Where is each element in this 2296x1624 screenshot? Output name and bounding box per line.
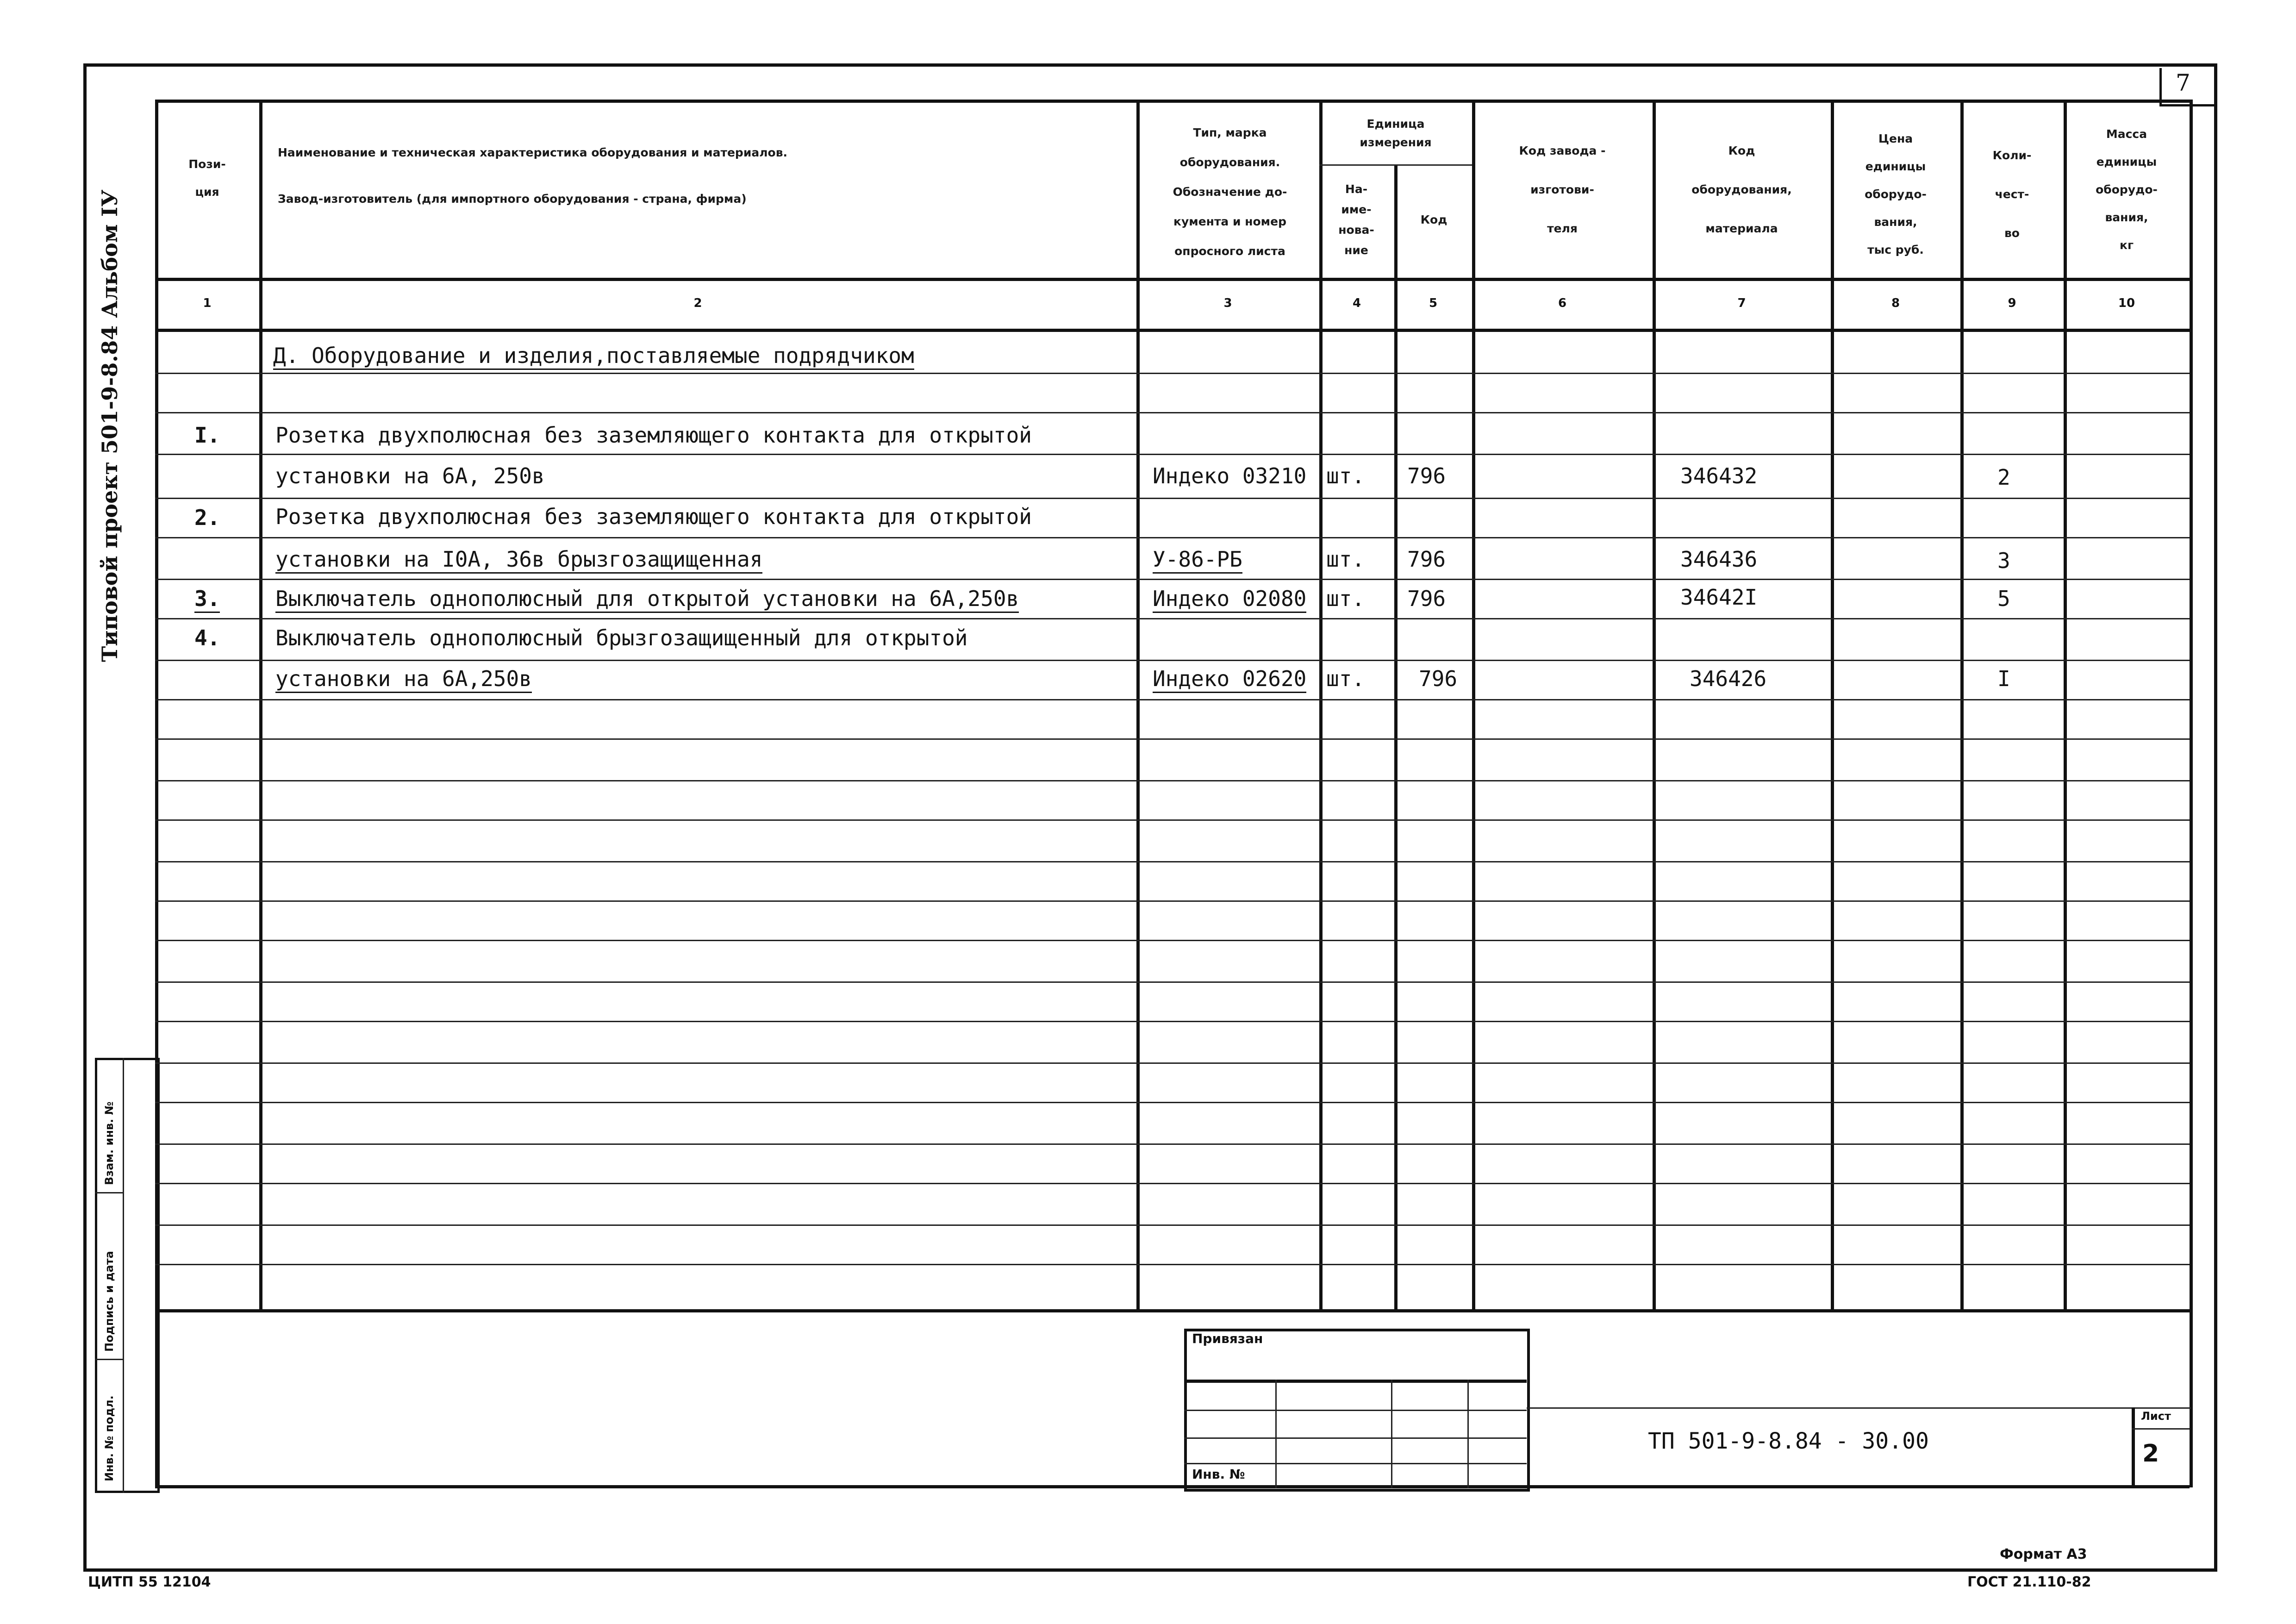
colnum-2: 2 [693, 296, 702, 310]
header-bottom [155, 278, 2192, 281]
row3-unit: шт. [1326, 586, 1365, 611]
corner-sheet-number: 7 [2176, 69, 2190, 96]
row4-unit-code: 796 [1419, 666, 1458, 691]
table-right [2190, 100, 2193, 1312]
row2-position: 2. [194, 505, 220, 530]
colnum-7: 7 [1737, 296, 1746, 310]
section-title: Д. Оборудование и изделия,поставляемые подрядчиком [273, 343, 914, 370]
colnum-8: 8 [1891, 296, 1900, 310]
row-line [155, 819, 2190, 821]
header-unit-code: Код [1420, 213, 1447, 226]
privyazan-row-2 [1184, 1437, 1527, 1439]
col-sep-8 [1960, 100, 1964, 1312]
row3-position: 3. [194, 586, 220, 613]
row-line [155, 412, 2190, 413]
row-line [155, 1062, 2190, 1064]
privyazan-col-2 [1391, 1380, 1392, 1488]
stamp-podpis-data: Подпись и дата [103, 1251, 116, 1352]
row3-name-line1: Выключатель однополюсный для открытой установки на 6А,250в [275, 586, 1019, 613]
row4-quantity: I [1997, 666, 2010, 691]
colnum-bottom [155, 329, 2192, 332]
row3-unit-code: 796 [1407, 586, 1446, 611]
colnum-6: 6 [1558, 296, 1567, 310]
frame-bottom [83, 1568, 2217, 1572]
footer-format: Формат А3 [2000, 1546, 2087, 1562]
row3-quantity: 5 [1997, 586, 2010, 611]
col-sep-1 [259, 100, 262, 1312]
row-line [155, 579, 2190, 580]
row-line [155, 981, 2190, 983]
row4-name-line2: установки на 6А,250в [275, 666, 532, 693]
row-line [155, 940, 2190, 941]
row4-type: Индеко 02620 [1153, 666, 1306, 693]
stamp-vzam-inv: Взам. инв. № [103, 1101, 116, 1185]
row-line [155, 498, 2190, 499]
row-line [155, 1183, 2190, 1184]
header-plant-code: Код завода - изготови- теля [1519, 144, 1606, 235]
row2-name-line2: установки на I0А, 36в брызгозащищенная [275, 546, 762, 574]
col-sep-5 [1472, 100, 1475, 1312]
row-line [155, 373, 2190, 374]
row-line [155, 1102, 2190, 1103]
header-equip-code: Код оборудования, материала [1691, 144, 1792, 235]
row-line [155, 1224, 2190, 1226]
titleblock-right [2190, 1309, 2193, 1487]
side-title: Типовой проект 501-9-8.84 Альбом IУ [97, 189, 122, 662]
row2-quantity: 3 [1997, 548, 2010, 573]
list-number: 2 [2142, 1440, 2159, 1468]
colnum-1: 1 [203, 296, 212, 310]
stamp-divider-1 [95, 1192, 123, 1193]
inv-no-label: Инв. № [1192, 1467, 1245, 1482]
privyazan-divider [1184, 1380, 1527, 1383]
colnum-5: 5 [1429, 296, 1438, 310]
row2-equip-code: 346436 [1680, 547, 1758, 572]
row4-unit: шт. [1326, 666, 1365, 691]
unit-header-divider [1319, 164, 1472, 166]
row-line [155, 1021, 2190, 1022]
stamp-divider-v [123, 1058, 124, 1493]
row2-name-line1: Розетка двухполюсная без заземляющего контакта для открытой [275, 504, 1032, 529]
stamp-divider-2 [95, 1359, 123, 1360]
list-box-left [2132, 1407, 2135, 1486]
row-line [155, 699, 2190, 700]
table-bottom [155, 1309, 2192, 1312]
frame-right [2214, 63, 2217, 1571]
row1-name-line2: установки на 6А, 250в [275, 463, 545, 488]
row1-quantity: 2 [1997, 465, 2010, 490]
row4-name-line1: Выключатель однополюсный брызгозащищенный для открытой [275, 625, 968, 650]
col-sep-7 [1831, 100, 1834, 1312]
header-position: Пози- ция [188, 157, 226, 199]
row4-position: 4. [194, 625, 220, 650]
row4-equip-code: 346426 [1690, 666, 1767, 691]
row2-unit: шт. [1326, 547, 1365, 572]
row-line [155, 1143, 2190, 1145]
doc-code: ТП 501-9-8.84 - 30.00 [1648, 1428, 1929, 1454]
stamp-inv-podl: Инв. № подл. [103, 1395, 116, 1481]
row2-type: У-86-РБ [1153, 546, 1242, 574]
list-box-divider [2132, 1428, 2190, 1430]
col-sep-2 [1136, 100, 1140, 1312]
row1-name-line1: Розетка двухполюсная без заземляющего контакта для открытой [275, 423, 1032, 448]
colnum-10: 10 [2118, 296, 2135, 310]
titleblock-bottom [155, 1485, 2190, 1488]
footer-left: ЦИТП 55 12104 [88, 1574, 211, 1590]
col-sep-3 [1319, 100, 1323, 1312]
row-line [155, 660, 2190, 661]
privyazan-row-1 [1184, 1410, 1527, 1411]
colnum-9: 9 [2008, 296, 2016, 310]
list-label: Лист [2141, 1410, 2171, 1423]
colnum-4: 4 [1352, 296, 1361, 310]
row2-unit-code: 796 [1407, 547, 1446, 572]
table-top [155, 100, 2192, 103]
row1-unit-code: 796 [1407, 463, 1446, 488]
doc-code-line [1527, 1407, 2191, 1409]
frame-left [83, 63, 87, 1571]
row-line [155, 738, 2190, 740]
row1-unit: шт. [1326, 463, 1365, 488]
header-unit: Единица измерения [1360, 117, 1432, 149]
col-sep-9 [2064, 100, 2067, 1312]
row-line [155, 900, 2190, 902]
row-line [155, 780, 2190, 781]
privyazan-label: Привязан [1192, 1331, 1263, 1346]
row-line [155, 454, 2190, 455]
row-line [155, 537, 2190, 538]
privyazan-row-3 [1184, 1463, 1527, 1464]
footer-gost: ГОСТ 21.110-82 [1967, 1574, 2091, 1590]
row-line [155, 861, 2190, 862]
header-mass: Масса единицы оборудо- вания, кг [2096, 127, 2158, 252]
row-line [155, 618, 2190, 619]
row1-equip-code: 346432 [1680, 463, 1758, 488]
header-unit-name: На- име- нова- ние [1338, 182, 1374, 257]
header-type: Тип, марка оборудования. Обозначение до- кумента и номер опросного листа [1173, 126, 1287, 258]
row-line [155, 1264, 2190, 1265]
header-price: Цена единицы оборудо- вания, тыс руб. [1865, 132, 1927, 256]
row1-position: I. [194, 423, 220, 448]
col-sep-6 [1653, 100, 1656, 1312]
header-quantity: Коли- чест- во [1992, 149, 2032, 240]
row1-type: Индеко 03210 [1153, 463, 1307, 488]
colnum-3: 3 [1223, 296, 1232, 310]
header-name: Наименование и техническая характеристика оборудования и материалов. Завод-изготовитель (для импортного оборудования - страна, фирма) [278, 146, 788, 206]
frame-top [83, 63, 2217, 67]
row3-type: Индеко 02080 [1153, 586, 1306, 613]
privyazan-col-3 [1467, 1380, 1469, 1488]
privyazan-col-1 [1275, 1380, 1277, 1488]
row3-equip-code: 34642I [1680, 585, 1758, 610]
